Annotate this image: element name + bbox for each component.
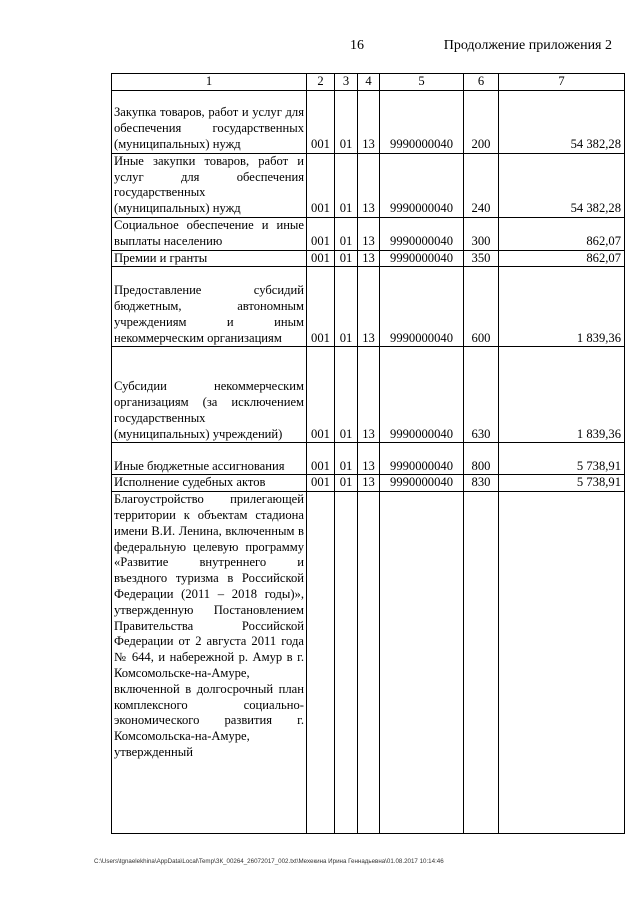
cell-col6: 240	[464, 153, 499, 217]
column-header: 1	[112, 74, 307, 91]
cell-col2: 001	[307, 475, 335, 492]
column-header: 7	[499, 74, 625, 91]
table-row	[112, 217, 625, 250]
cell-col5: 9990000040	[380, 475, 464, 492]
cell-col4	[358, 492, 380, 834]
cell-amount: 54 382,28	[499, 153, 625, 217]
cell-col6: 350	[464, 250, 499, 267]
cell-col6: 630	[464, 347, 499, 443]
table-row	[112, 443, 625, 475]
cell-amount: 54 382,28	[499, 90, 625, 153]
cell-col3: 01	[335, 90, 358, 153]
table-row	[112, 153, 625, 217]
column-header: 4	[358, 74, 380, 91]
cell-col2: 001	[307, 153, 335, 217]
footer-file-path: C:\Users\tgnaelekhina\AppData\Local\Temp\ЗК_00264_26072017_002.txt\Мехекина Ирина Геннадьевна\01.08.2017 10:14:46	[94, 858, 444, 865]
table-row	[112, 90, 625, 153]
cell-col2	[307, 492, 335, 834]
cell-col3: 01	[335, 217, 358, 250]
cell-col2: 001	[307, 443, 335, 475]
budget-table	[111, 73, 625, 834]
page-number: 16	[350, 38, 364, 53]
row-name: Предоставление субсидий бюджетным, автономным учреждениям и иным некоммерческим организациям	[112, 267, 307, 347]
cell-col4: 13	[358, 347, 380, 443]
column-header: 6	[464, 74, 499, 91]
cell-col3: 01	[335, 347, 358, 443]
table-row	[112, 475, 625, 492]
cell-col6: 800	[464, 443, 499, 475]
cell-col5: 9990000040	[380, 90, 464, 153]
cell-col3: 01	[335, 267, 358, 347]
cell-col4: 13	[358, 250, 380, 267]
cell-col3: 01	[335, 250, 358, 267]
row-name: Иные закупки товаров, работ и услуг для обеспечения государственных (муниципальных) нужд	[112, 153, 307, 217]
cell-amount: 5 738,91	[499, 443, 625, 475]
cell-col3: 01	[335, 475, 358, 492]
table-row	[112, 347, 625, 443]
cell-amount: 862,07	[499, 250, 625, 267]
cell-col5	[380, 492, 464, 834]
column-header: 3	[335, 74, 358, 91]
cell-col4: 13	[358, 443, 380, 475]
cell-col4: 13	[358, 217, 380, 250]
cell-col6: 600	[464, 267, 499, 347]
row-name: Закупка товаров, работ и услуг для обеспечения государственных (муниципальных) нужд	[112, 90, 307, 153]
row-name: Субсидии некоммерческим организациям (за исключением государственных (муниципальных) учреждений)	[112, 347, 307, 443]
cell-col5: 9990000040	[380, 250, 464, 267]
cell-col3: 01	[335, 443, 358, 475]
cell-amount	[499, 492, 625, 834]
row-name: Благоустройство прилегающей территории к объектам стадиона имени В.И. Ленина, включенным в федеральную целевую программу «Развитие внутреннего и въездного туризма в Российской Федерации (2011 – 2018 годы)», утвержденную Постановлением Правительства Российской Федерации от 2 августа 2011 года № 644, и набережной р. Амур в г. Комсомольске-на-Амуре, включенной в долгосрочный план комплексного социально-экономического развития г. Комсомольска-на-Амуре, утвержденный	[112, 492, 307, 834]
cell-col2: 001	[307, 217, 335, 250]
cell-col2: 001	[307, 90, 335, 153]
cell-col2: 001	[307, 250, 335, 267]
cell-col2: 001	[307, 267, 335, 347]
cell-col4: 13	[358, 153, 380, 217]
cell-col5: 9990000040	[380, 153, 464, 217]
cell-col5: 9990000040	[380, 443, 464, 475]
row-name: Социальное обеспечение и иные выплаты населению	[112, 217, 307, 250]
cell-col4: 13	[358, 267, 380, 347]
cell-amount: 1 839,36	[499, 267, 625, 347]
table-row	[112, 492, 625, 834]
row-name: Премии и гранты	[112, 250, 307, 267]
cell-col3	[335, 492, 358, 834]
cell-col4: 13	[358, 475, 380, 492]
table-row	[112, 250, 625, 267]
cell-amount: 5 738,91	[499, 475, 625, 492]
continuation-label: Продолжение приложения 2	[443, 38, 612, 53]
cell-col6	[464, 492, 499, 834]
row-name: Исполнение судебных актов	[112, 475, 307, 492]
cell-col6: 830	[464, 475, 499, 492]
cell-col5: 9990000040	[380, 267, 464, 347]
cell-col6: 300	[464, 217, 499, 250]
cell-col5: 9990000040	[380, 347, 464, 443]
cell-amount: 862,07	[499, 217, 625, 250]
cell-col5: 9990000040	[380, 217, 464, 250]
row-name: Иные бюджетные ассигнования	[112, 443, 307, 475]
cell-col4: 13	[358, 90, 380, 153]
cell-col2: 001	[307, 347, 335, 443]
cell-amount: 1 839,36	[499, 347, 625, 443]
column-header: 2	[307, 74, 335, 91]
cell-col3: 01	[335, 153, 358, 217]
column-header: 5	[380, 74, 464, 91]
cell-col6: 200	[464, 90, 499, 153]
table-header-row	[112, 74, 625, 91]
table-row	[112, 267, 625, 347]
